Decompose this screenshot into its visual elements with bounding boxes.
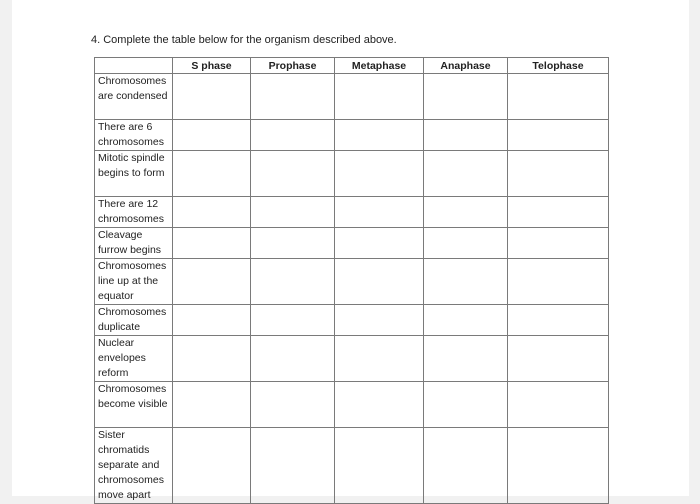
answer-cell[interactable] <box>173 305 251 336</box>
answer-cell[interactable] <box>251 259 335 305</box>
row-label: Cleavage furrow begins <box>95 228 173 259</box>
row-label: Chromosomes duplicate <box>95 305 173 336</box>
mitosis-table <box>94 57 609 504</box>
table-row <box>95 197 609 228</box>
answer-cell[interactable] <box>335 74 424 120</box>
row-label: Chromosomes line up at the equator <box>95 259 173 305</box>
answer-cell[interactable] <box>424 305 508 336</box>
answer-cell[interactable] <box>251 336 335 382</box>
answer-cell[interactable] <box>335 382 424 428</box>
row-label: There are 12 chromosomes <box>95 197 173 228</box>
answer-cell[interactable] <box>508 305 609 336</box>
answer-cell[interactable] <box>173 197 251 228</box>
answer-cell[interactable] <box>251 151 335 197</box>
answer-cell[interactable] <box>508 74 609 120</box>
table-row <box>95 305 609 336</box>
answer-cell[interactable] <box>335 197 424 228</box>
answer-cell[interactable] <box>173 428 251 504</box>
answer-cell[interactable] <box>335 336 424 382</box>
table-row <box>95 151 609 197</box>
answer-cell[interactable] <box>335 259 424 305</box>
answer-cell[interactable] <box>251 228 335 259</box>
header-corner <box>95 58 173 74</box>
answer-cell[interactable] <box>251 120 335 151</box>
answer-cell[interactable] <box>251 197 335 228</box>
header-prophase: Prophase <box>251 58 335 74</box>
table-row <box>95 428 609 504</box>
answer-cell[interactable] <box>335 151 424 197</box>
answer-cell[interactable] <box>508 120 609 151</box>
answer-cell[interactable] <box>173 336 251 382</box>
answer-cell[interactable] <box>173 228 251 259</box>
header-row <box>95 58 609 74</box>
answer-cell[interactable] <box>508 151 609 197</box>
answer-cell[interactable] <box>508 382 609 428</box>
answer-cell[interactable] <box>173 74 251 120</box>
row-label: Nuclear envelopes reform <box>95 336 173 382</box>
answer-cell[interactable] <box>424 259 508 305</box>
answer-cell[interactable] <box>424 382 508 428</box>
answer-cell[interactable] <box>508 228 609 259</box>
header-telophase: Telophase <box>508 58 609 74</box>
answer-cell[interactable] <box>424 336 508 382</box>
header-metaphase: Metaphase <box>335 58 424 74</box>
answer-cell[interactable] <box>508 259 609 305</box>
answer-cell[interactable] <box>424 74 508 120</box>
answer-cell[interactable] <box>173 151 251 197</box>
answer-cell[interactable] <box>424 151 508 197</box>
answer-cell[interactable] <box>335 428 424 504</box>
answer-cell[interactable] <box>508 197 609 228</box>
answer-cell[interactable] <box>251 382 335 428</box>
row-label: Chromosomes are condensed <box>95 74 173 120</box>
row-label: Mitotic spindle begins to form <box>95 151 173 197</box>
table-row <box>95 74 609 120</box>
answer-cell[interactable] <box>424 197 508 228</box>
answer-cell[interactable] <box>251 428 335 504</box>
answer-cell[interactable] <box>335 120 424 151</box>
answer-cell[interactable] <box>424 120 508 151</box>
answer-cell[interactable] <box>508 336 609 382</box>
answer-cell[interactable] <box>508 428 609 504</box>
answer-cell[interactable] <box>173 259 251 305</box>
table-row <box>95 120 609 151</box>
table-row <box>95 228 609 259</box>
answer-cell[interactable] <box>173 120 251 151</box>
header-s-phase: S phase <box>173 58 251 74</box>
table-row <box>95 336 609 382</box>
row-label: Sister chromatids separate and chromosomes move apart <box>95 428 173 504</box>
header-anaphase: Anaphase <box>424 58 508 74</box>
question-text: 4. Complete the table below for the organism described above. <box>91 34 397 46</box>
answer-cell[interactable] <box>424 228 508 259</box>
table-row <box>95 259 609 305</box>
row-label: There are 6 chromosomes <box>95 120 173 151</box>
answer-cell[interactable] <box>251 74 335 120</box>
answer-cell[interactable] <box>335 228 424 259</box>
answer-cell[interactable] <box>173 382 251 428</box>
answer-cell[interactable] <box>251 305 335 336</box>
row-label: Chromosomes become visible <box>95 382 173 428</box>
answer-cell[interactable] <box>335 305 424 336</box>
table-row <box>95 382 609 428</box>
answer-cell[interactable] <box>424 428 508 504</box>
